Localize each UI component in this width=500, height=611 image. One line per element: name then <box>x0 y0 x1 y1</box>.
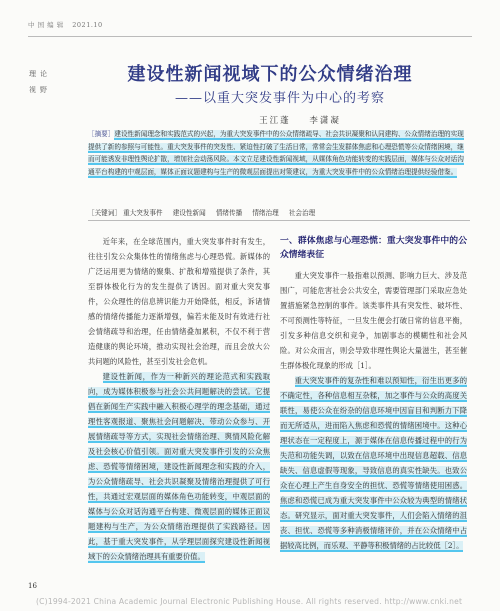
journal-name: 中 国 编 辑 <box>28 21 64 29</box>
side-char: 视 <box>29 86 40 94</box>
keywords-divider <box>88 220 470 221</box>
section-side-label <box>29 66 59 98</box>
keyword: 情绪治理 <box>252 209 279 217</box>
keyword: 情绪传播 <box>215 209 243 217</box>
keyword: 建设性新闻 <box>172 209 206 217</box>
page-number: 16 <box>28 582 37 590</box>
side-char: 野 <box>40 86 51 94</box>
keywords-label: ［关键词］ <box>88 209 121 217</box>
running-header <box>28 20 472 34</box>
header-divider <box>28 36 472 37</box>
body-paragraph <box>280 373 467 553</box>
body-paragraph: 重大突发事件一般指难以预测、影响力巨大、涉及范围广，可能危害社会公共安全，需要管理部门采取应急处置措施紧急控制的事件。该类事件具有突发性、破坏性、不可预测性等特征，一旦发生便会打破日常的信息平衡，引发多种信息交织和竞争，加剧事态的模糊性和社会风险。对公众而言，则会导致非理性舆论大量滋生，甚至催生群体极化现象的形成［1］。 <box>280 271 467 370</box>
side-char: 理 <box>29 70 40 78</box>
author-line <box>200 114 400 126</box>
article-subtitle: ——以重大突发事件为中心的考察 <box>174 91 385 106</box>
abstract <box>88 128 468 178</box>
body-column-left <box>88 234 270 564</box>
highlighted-paragraph: 重大突发事件的复杂性和难以预知性，衍生出更多的不确定性，各种信息相互杂糅，加之事件与公众的高度关联性，易使公众在纷杂的信息环境中因盲目和判断力下降而无所适从，进而陷入焦虑和恐慌的情绪困境中。这种心理状态在一定程度上，源于媒体在信息传播过程中的行为失范和功能失调，以致在信息环境中出现信息超载、信息缺失、信息虚假等现象，导致信息的真实性缺失。也致公众在心理上产生自身安全的担忧、恐慌等情绪使用困惑。焦虑和恐慌已成为重大突发事件中公众较为典型的情绪状态。研究显示，面对重大突发事件，人们会陷入情绪的沮丧、担忧、恐慌等多种消极情绪评价，并在公众情绪中占据较高比例，而乐观、平静等积极情绪的占比较低［2］。 <box>280 376 467 550</box>
copyright-footer: (C)1994-2021 China Academic Journal Electronic Publishing House. All rights reserved. http://www.cnki.net <box>36 597 463 606</box>
keywords-line <box>88 207 468 217</box>
abstract-text-highlighted: 建设性新闻理念和实践范式的兴起，为重大突发事件中的公众情绪疏导、社会共识凝聚和认同建构、公众情绪治理的实现提供了新的参照与可能性。重大突发事件的突发性、紧迫性打破了生活日常，常常会生发群体焦虑和心理恐慌等公众情绪困境，继而可能诱发非理性舆论扩散，增加社会动荡风险。本文立足建设性新闻视域，从媒体角色功能转变的实践层面，媒体与公众对话沟通平台构建的中观层面，媒体正面议题建构与生产的微观层面提出对策建议，为重大突发事件中的公众情绪治理提供经验借鉴。 <box>88 130 464 176</box>
body-paragraph: 近年来，在全球范围内，重大突发事件时有发生，往往引发公众集体性的情绪焦虑与心理恐慌。新媒体的广泛运用更为情绪的聚集、扩散和增殖提供了条件，其至群体极化行为的发生提供了诱因。面对重大突发事件，公众理性的信息辨识能力开始降低，相反，诉诸情感的情绪传播能力逐渐增强，偏若未能及时有效进行社会情绪疏导和治理，任由情绪叠加累积，不仅不利于营造健康的舆论环境，推动实现社会治理，而且会放大公共问题的风险性，甚至引发社会危机。 <box>88 237 270 366</box>
keyword: 重大突发事件 <box>123 209 163 217</box>
abstract-label: ［摘要］ <box>88 130 115 138</box>
article-title: 建设性新闻视域下的公众情绪治理 <box>127 64 413 85</box>
body-paragraph <box>88 369 270 564</box>
section-heading: 一、群体焦虑与心理恐慌：重大突发事件中的公众情绪表征 <box>280 236 467 260</box>
keyword: 社会治理 <box>288 209 316 217</box>
side-char: 论 <box>40 70 51 78</box>
author-name: 李潇凝 <box>309 116 341 126</box>
body-column-right <box>280 234 467 553</box>
author-name: 王江蓬 <box>259 116 291 126</box>
highlighted-paragraph: 建设性新闻，作为一种新兴的理论范式和实践取向，成为媒体积极参与社会公共问题解决的尝试。它提倡在新闻生产实践中融入积极心理学的理念基础，通过理性客观报道、聚焦社会问题解决、带动公众参与、开展情绪疏导等方式，实现社会情绪治理、舆情风险化解及社会核心价值引领。面对重大突发事件引发的公众焦虑、恐慌等情绪困境，建设性新闻理念和实践的介入，为公众情绪疏导、社会共识凝聚及情绪治理提供了可行性，共通过宏观层面的媒体角色功能转变，中观层面的媒体与公众对话沟通平台构建、微观层面的媒体正面议题建构与生产，为公众情绪治理提供了实践路径。因此，基于重大突发事件，从学理层面探究建设性新闻视域下的公众情绪治理具有重要价值。 <box>88 372 270 561</box>
issue-number: 2021.10 <box>72 21 103 29</box>
